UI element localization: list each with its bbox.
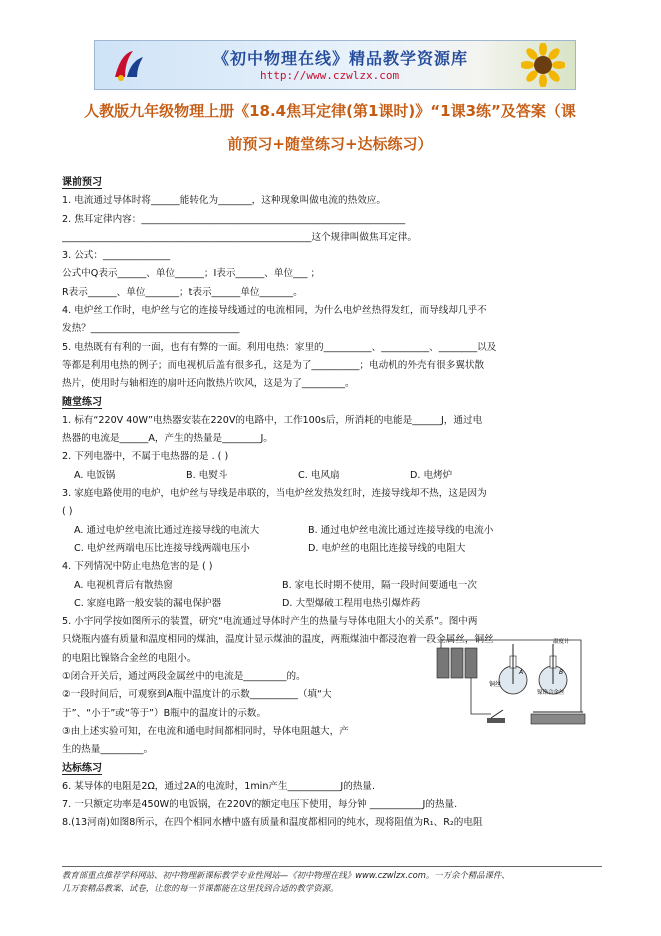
option: C. 电炉丝两端电压比连接导线两端电压小 xyxy=(74,542,250,554)
question-line: 等都是利用电热的例子；而电视机后盖有很多孔，这是为了__________；电动机的外壳有很多翼状散 xyxy=(62,359,485,371)
question-line: ____________________________________________________这个规律叫做焦耳定律。 xyxy=(62,231,417,243)
option: C. 电风扇 xyxy=(298,469,340,481)
banner-title: 《初中物理在线》精品教学资源库 xyxy=(213,49,469,68)
question-line: 于”、“小于”或“等于”）B瓶中的温度计的示数。 xyxy=(62,707,267,719)
question-line: 7. 一只额定功率是450W的电饭锅，在220V的额定电压下使用，每分钟 ___________J的热量. xyxy=(62,799,458,811)
question-line: 5. 小宇同学按如图所示的装置，研究“电流通过导体时产生的热量与导体电阻大小的关系”。图中两 xyxy=(62,616,478,628)
option: D. 电烤炉 xyxy=(410,469,453,481)
rheostat-icon xyxy=(531,712,585,724)
question-line: 发热？_______________________________ xyxy=(62,323,240,335)
sunflower-icon xyxy=(521,43,565,87)
question-line: 3. 家庭电路使用的电炉，电炉丝与导线是串联的，当电炉丝发热发红时，连接导线却不热，这是因为 xyxy=(62,488,487,500)
question-line: 4. 电炉丝工作时，电炉丝与它的连接导线通过的电流相同，为什么电炉丝热得发红，而导线却几乎不 xyxy=(62,305,487,317)
section-heading-classroom: 随堂练习 xyxy=(62,396,102,408)
label-copper: 铜丝 xyxy=(489,681,502,688)
question-line: 3. 公式：______________ xyxy=(62,250,171,262)
question-line: 2. 下列电器中，不属于电热器的是 . ( ) xyxy=(62,451,229,463)
q3-options-ab xyxy=(62,522,602,540)
document-title-line1: 人教版九年级物理上册《18.4焦耳定律(第1课时)》“1课3练”及答案（课 xyxy=(84,102,576,120)
question-line: ( ) xyxy=(62,506,73,518)
option: A. 电饭锅 xyxy=(74,469,116,481)
footer-line1: 教育部重点推荐学科网站、初中物理新课标教学专业性网站—《初中物理在线》www.czwlzx.com。一万余个精品课件、 xyxy=(62,870,510,880)
option: B. 电熨斗 xyxy=(186,469,228,481)
question-line: 4. 下列情况中防止电热危害的是 ( ) xyxy=(62,561,213,573)
question-line: R表示______、单位_______；t表示______单位_______。 xyxy=(62,286,303,298)
option: B. 通过电炉丝电流比通过连接导线的电流小 xyxy=(308,524,494,536)
footer-line2: 几万套精品教案、试卷，让您的每一节课都能在这里找到合适的教学资源。 xyxy=(62,883,339,893)
question-line: 只烧瓶内盛有质量和温度相同的煤油，温度计显示煤油的温度，两瓶煤油中都浸泡着一段金属丝，铜丝 xyxy=(62,634,494,646)
page-footer xyxy=(62,866,602,895)
question-line: 5. 电热既有有利的一面，也有有弊的一面。利用电热：家里的__________、__________、________以及 xyxy=(62,341,497,353)
label-flask-a: A xyxy=(519,669,524,676)
switch-icon xyxy=(487,710,505,723)
option: D. 电炉丝的电阻比连接导线的电阻大 xyxy=(308,542,466,554)
question-line: 1. 标有“220V 40W”电热器安装在220V的电路中，工作100s后，所消耗的电能是______J，通过电 xyxy=(62,414,483,426)
question-line: 热器的电流是______A，产生的热量是________J。 xyxy=(62,433,273,445)
option: C. 家庭电路一般安装的漏电保护器 xyxy=(74,597,222,609)
experiment-circuit-figure xyxy=(431,634,591,734)
battery-icon xyxy=(437,648,477,678)
question-line: ①闭合开关后，通过两段金属丝中的电流是_________的。 xyxy=(62,671,306,683)
question-line: 的电阻比镍铬合金丝的电阻小。 xyxy=(62,652,197,664)
q4-options-ab xyxy=(62,577,602,595)
logo-icon xyxy=(111,47,147,83)
question-line: 2. 焦耳定律内容：_______________________________________________________ xyxy=(62,213,406,225)
question-line: 8.(13河南)如图8所示，在四个相同水槽中盛有质量和温度都相同的纯水，现将阻值为R₁、R₂的电阻 xyxy=(62,817,483,829)
q3-options-cd xyxy=(62,540,602,558)
section-heading-preview: 课前预习 xyxy=(62,177,102,188)
question-line: 6. 某导体的电阻是2Ω，通过2A的电流时，1min产生___________J的热量. xyxy=(62,780,376,792)
question-line: 生的热量_________。 xyxy=(62,744,154,756)
q4-options-cd xyxy=(62,595,602,613)
q2-options xyxy=(62,467,602,485)
option: A. 电视机背后有散热窗 xyxy=(74,579,173,591)
question-line: ③由上述实验可知，在电流和通电时间都相同时，导体电阻越大，产 xyxy=(62,725,349,737)
question-line: 热片，使用时与轴相连的扇叶还向散热片吹风，这是为了_________。 xyxy=(62,378,355,390)
option: B. 家电长时期不使用，隔一段时间要通电一次 xyxy=(282,579,477,591)
document-title-line2: 前预习+随堂练习+达标练习） xyxy=(227,135,433,153)
question-line: ②一段时间后，可观察到A瓶中温度计的示数__________（填“大 xyxy=(62,689,332,701)
label-nichrome: 镍铬合金丝 xyxy=(537,690,565,696)
section-heading-standard: 达标练习 xyxy=(62,762,102,774)
banner-url: http://www.czwlzx.com xyxy=(260,69,400,82)
label-thermometer: 温度计 xyxy=(553,639,570,645)
question-line: 1. 电流通过导体时将______能转化为_______，这种现象叫做电流的热效应。 xyxy=(62,195,386,207)
label-flask-b: B xyxy=(559,669,564,676)
question-line: 公式中Q表示______、单位______；I表示______、单位___ ； xyxy=(62,268,321,280)
option: A. 通过电炉丝电流比通过连接导线的电流大 xyxy=(74,524,260,536)
option: D. 大型爆破工程用电热引爆炸药 xyxy=(282,597,421,609)
header-banner xyxy=(94,40,576,90)
